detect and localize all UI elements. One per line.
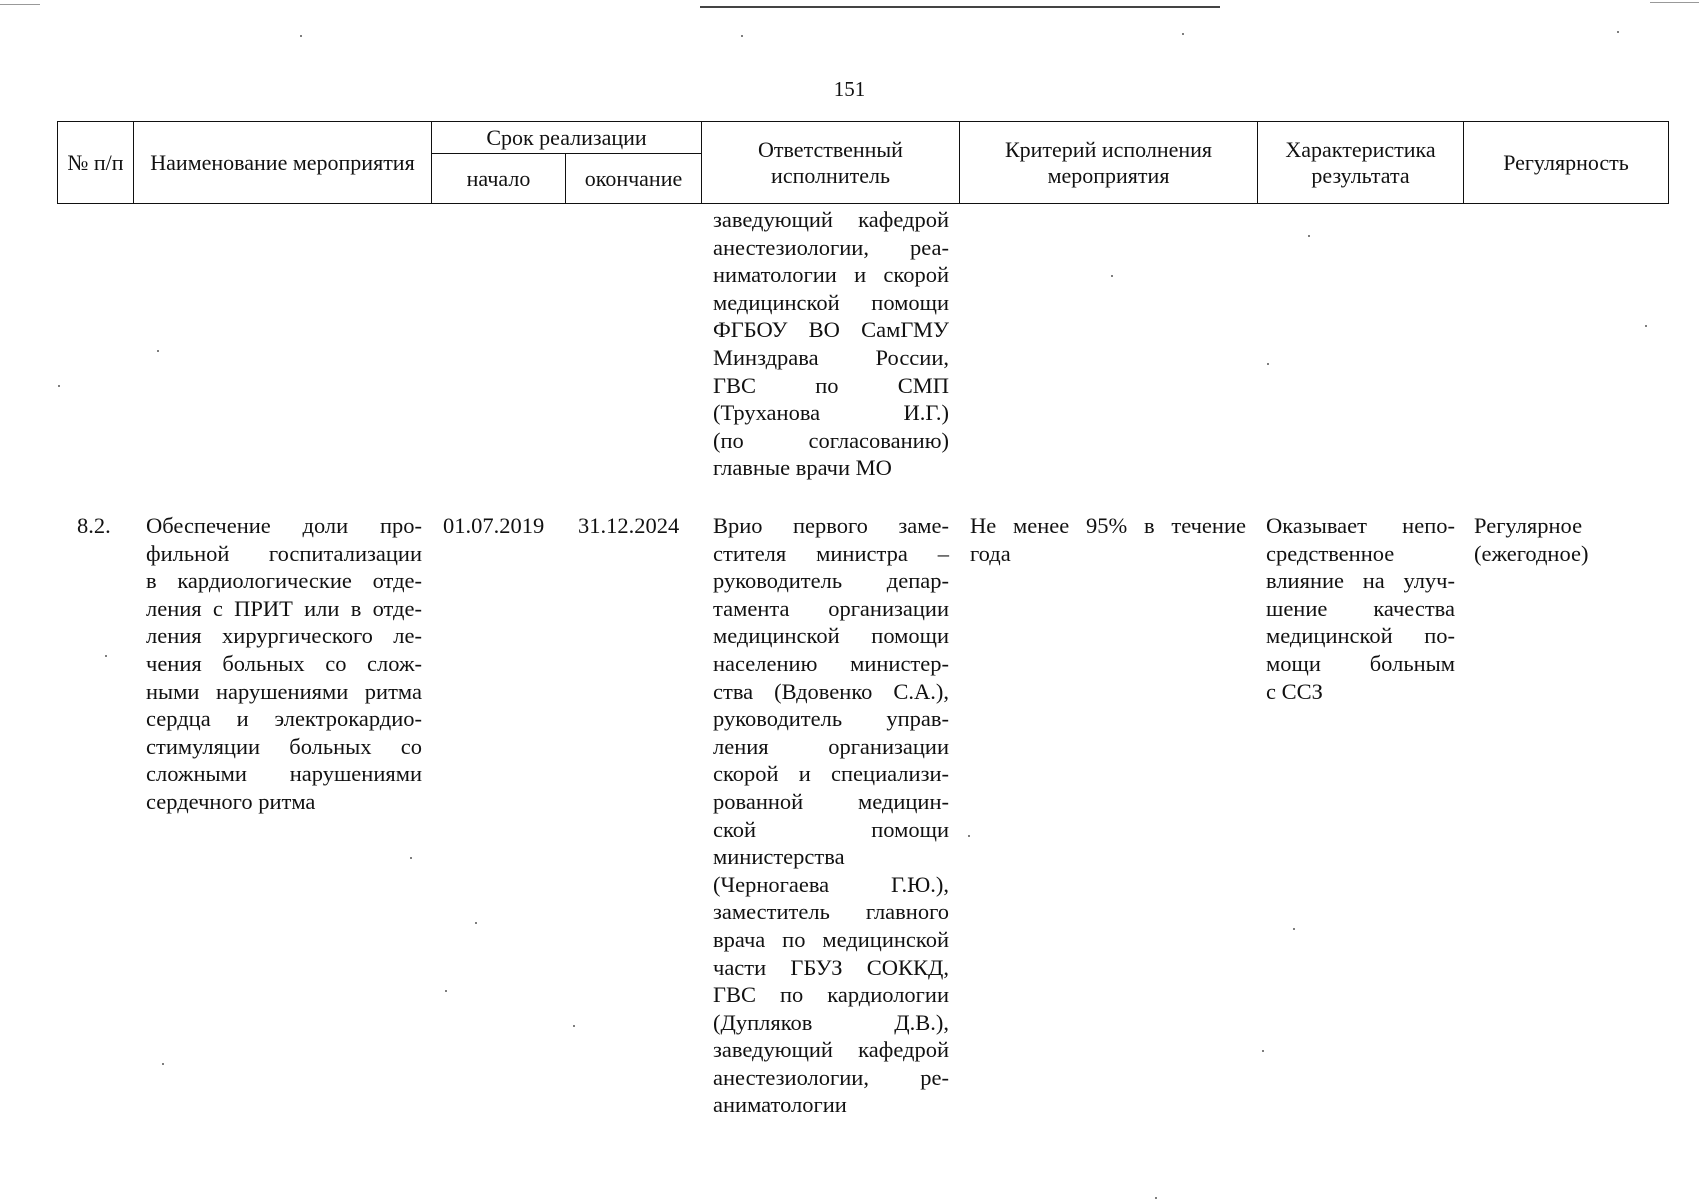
scan-speck <box>1262 1050 1264 1052</box>
row-start-date: 01.07.2019 <box>443 513 545 538</box>
header-end: окончание <box>566 154 702 204</box>
header-responsible: Ответственный исполнитель <box>702 122 960 204</box>
header-regularity: Регулярность <box>1464 122 1669 204</box>
text-line: с ССЗ <box>1266 678 1323 704</box>
row-criterion-cell <box>970 512 1246 567</box>
text-line: главные врачи МО <box>713 455 892 481</box>
text-line: влияние на улуч- <box>1266 568 1455 594</box>
text-line: ниматологии и скорой <box>713 262 949 288</box>
row-regularity-cell <box>1474 512 1664 567</box>
text-line: скорой и специализи- <box>713 761 949 787</box>
text-line: ления с ПРИТ или в отде- <box>146 595 422 621</box>
scan-artifact-line <box>0 4 40 5</box>
scan-speck <box>1617 31 1619 33</box>
scan-speck <box>1111 275 1113 277</box>
text-line: стителя министра – <box>713 540 949 566</box>
text-line: ФГБОУ ВО СамГМУ <box>713 317 949 343</box>
text-line: сердца и электрокардио- <box>146 706 422 732</box>
scan-artifact-line <box>1650 2 1699 3</box>
text-line: министерства <box>713 844 845 870</box>
text-line: Врио первого заме- <box>713 513 949 538</box>
scan-speck <box>968 835 970 837</box>
text-line: аниматологии <box>713 1092 847 1118</box>
scan-speck <box>1293 928 1295 930</box>
table-header <box>57 121 1669 204</box>
header-criterion: Критерий исполнения мероприятия <box>960 122 1258 204</box>
text-line: шение качества <box>1266 595 1455 621</box>
text-line: чения больных со слож- <box>146 650 422 676</box>
scan-speck <box>58 385 60 387</box>
text-line: (по согласованию) <box>713 427 949 453</box>
text-line: части ГБУЗ СОККД, <box>713 954 949 980</box>
text-line: мощи больным <box>1266 650 1455 676</box>
text-line: ными нарушениями ритма <box>146 678 422 704</box>
text-line: тамента организации <box>713 595 949 621</box>
text-line: медицинской помощи <box>713 623 949 649</box>
scan-speck <box>475 922 477 924</box>
scan-speck <box>1267 363 1269 365</box>
text-line: населению министер- <box>713 650 949 676</box>
text-line: заведующий кафедрой <box>713 207 949 232</box>
scan-speck <box>105 655 107 657</box>
scan-speck <box>300 35 302 37</box>
continuation-responsible-cell <box>713 206 949 482</box>
text-line: в кардиологические отде- <box>146 568 422 594</box>
text-line: анестезиологии, реа- <box>713 234 949 260</box>
row-number: 8.2. <box>77 513 111 538</box>
page-number: 151 <box>833 77 866 101</box>
scan-speck <box>1645 325 1647 327</box>
text-line: сложными нарушениями <box>146 761 422 787</box>
text-line: ления организации <box>713 733 949 759</box>
text-line: медицинской по- <box>1266 623 1455 649</box>
header-num: № п/п <box>58 122 134 204</box>
text-line: Обеспечение доли про- <box>146 513 422 538</box>
text-line: анестезиологии, ре- <box>713 1064 949 1090</box>
text-line: фильной госпитализации <box>146 540 422 566</box>
text-line: рованной медицин- <box>713 788 949 814</box>
header-name: Наименование мероприятия <box>134 122 432 204</box>
text-line: стимуляции больных со <box>146 733 422 759</box>
text-line: ГВС по СМП <box>713 372 949 398</box>
text-line: Регулярное <box>1474 513 1583 538</box>
row-end-date: 31.12.2024 <box>578 513 680 538</box>
scan-speck <box>162 1063 164 1065</box>
scan-speck <box>1155 1197 1157 1199</box>
text-line: врача по медицинской <box>713 926 949 952</box>
scan-speck <box>445 990 447 992</box>
scan-speck <box>410 857 412 859</box>
row-name-cell <box>146 512 422 816</box>
row-responsible-cell <box>713 512 949 1119</box>
text-line: Минздрава России, <box>713 344 949 370</box>
text-line: (Черногаева Г.Ю.), <box>713 871 949 897</box>
text-line: руководитель управ- <box>713 706 949 732</box>
header-result: Характеристика результата <box>1258 122 1464 204</box>
scan-artifact-line <box>700 6 1220 8</box>
text-line: (Труханова И.Г.) <box>713 400 949 426</box>
text-line: ГВС по кардиологии <box>713 982 949 1008</box>
text-line: (ежегодное) <box>1474 540 1589 566</box>
header-start: начало <box>432 154 566 204</box>
text-line: года <box>970 540 1011 566</box>
scan-speck <box>157 350 159 352</box>
scan-speck <box>573 1025 575 1027</box>
scan-speck <box>1182 33 1184 35</box>
text-line: ства (Вдовенко С.А.), <box>713 678 949 704</box>
text-line: медицинской помощи <box>713 289 949 315</box>
text-line: (Дупляков Д.В.), <box>713 1009 949 1035</box>
scan-speck <box>741 35 743 37</box>
text-line: заместитель главного <box>713 899 949 925</box>
text-line: Оказывает непо- <box>1266 513 1455 538</box>
header-term: Срок реализации <box>432 122 702 154</box>
text-line: руководитель депар- <box>713 568 949 594</box>
scan-speck <box>1308 235 1310 237</box>
text-line: ления хирургического ле- <box>146 623 422 649</box>
text-line: сердечного ритма <box>146 788 316 814</box>
text-line: средственное <box>1266 540 1395 566</box>
text-line: заведующий кафедрой <box>713 1037 949 1063</box>
text-line: ской помощи <box>713 816 949 842</box>
row-result-cell <box>1266 512 1455 705</box>
text-line: Не менее 95% в течение <box>970 513 1246 538</box>
